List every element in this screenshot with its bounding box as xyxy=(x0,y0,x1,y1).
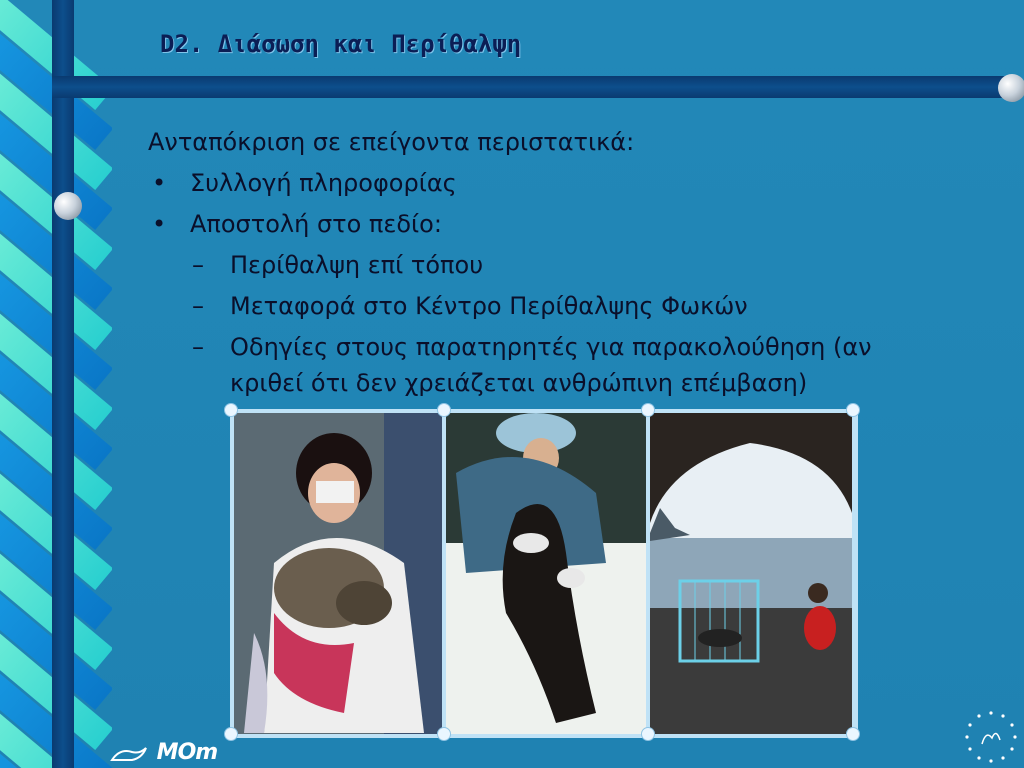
horizontal-bar xyxy=(52,76,1012,98)
sub-item-text: Μεταφορά στο Κέντρο Περίθαλψης Φωκών xyxy=(230,292,748,320)
frame-corner xyxy=(641,403,655,417)
bullet-icon: • xyxy=(152,169,167,197)
sub-item-continuation: κριθεί ότι δεν χρειάζεται ανθρώπινη επέμβαση) xyxy=(230,369,808,397)
eu-stars-icon xyxy=(962,708,1020,766)
slide-body xyxy=(148,122,978,398)
sub-item-text: Περίθαλψη επί τόπου xyxy=(230,251,484,279)
photo-vet-treating-seal xyxy=(446,413,646,734)
dash-icon: – xyxy=(192,333,204,361)
bullet-text: Αποστολή στο πεδίο: xyxy=(190,210,442,238)
vertical-bar xyxy=(52,0,74,768)
frame-corner xyxy=(437,403,451,417)
mom-logo xyxy=(110,740,217,765)
sub-item xyxy=(148,245,978,286)
slide-title: D2. Διάσωση και Περίθαλψη xyxy=(160,30,522,58)
photo-person-holding-seal xyxy=(234,413,442,734)
frame-corner xyxy=(846,403,860,417)
bullet-text: Συλλογή πληροφορίας xyxy=(190,169,457,197)
pearl-ornament-right xyxy=(998,74,1024,102)
sub-item xyxy=(148,286,978,327)
frame-corner xyxy=(846,727,860,741)
bullet-icon: • xyxy=(152,210,167,238)
frame-corner xyxy=(641,727,655,741)
frame-corner xyxy=(224,727,238,741)
frame-corner xyxy=(437,727,451,741)
logo-text: MOm xyxy=(156,740,218,765)
sub-item xyxy=(148,327,978,368)
photo-seal-cage-coast xyxy=(650,413,852,734)
dash-icon: – xyxy=(192,251,204,279)
sub-item-text: Οδηγίες στους παρατηρητές για παρακολούθηση (αν xyxy=(230,333,872,361)
bullet-item xyxy=(148,163,978,204)
intro-line: Ανταπόκριση σε επείγοντα περιστατικά: xyxy=(148,128,635,156)
dash-icon: – xyxy=(192,292,204,320)
bullet-item xyxy=(148,204,978,245)
pearl-ornament-left xyxy=(54,192,82,220)
frame-corner xyxy=(224,403,238,417)
photo-strip xyxy=(230,409,858,738)
